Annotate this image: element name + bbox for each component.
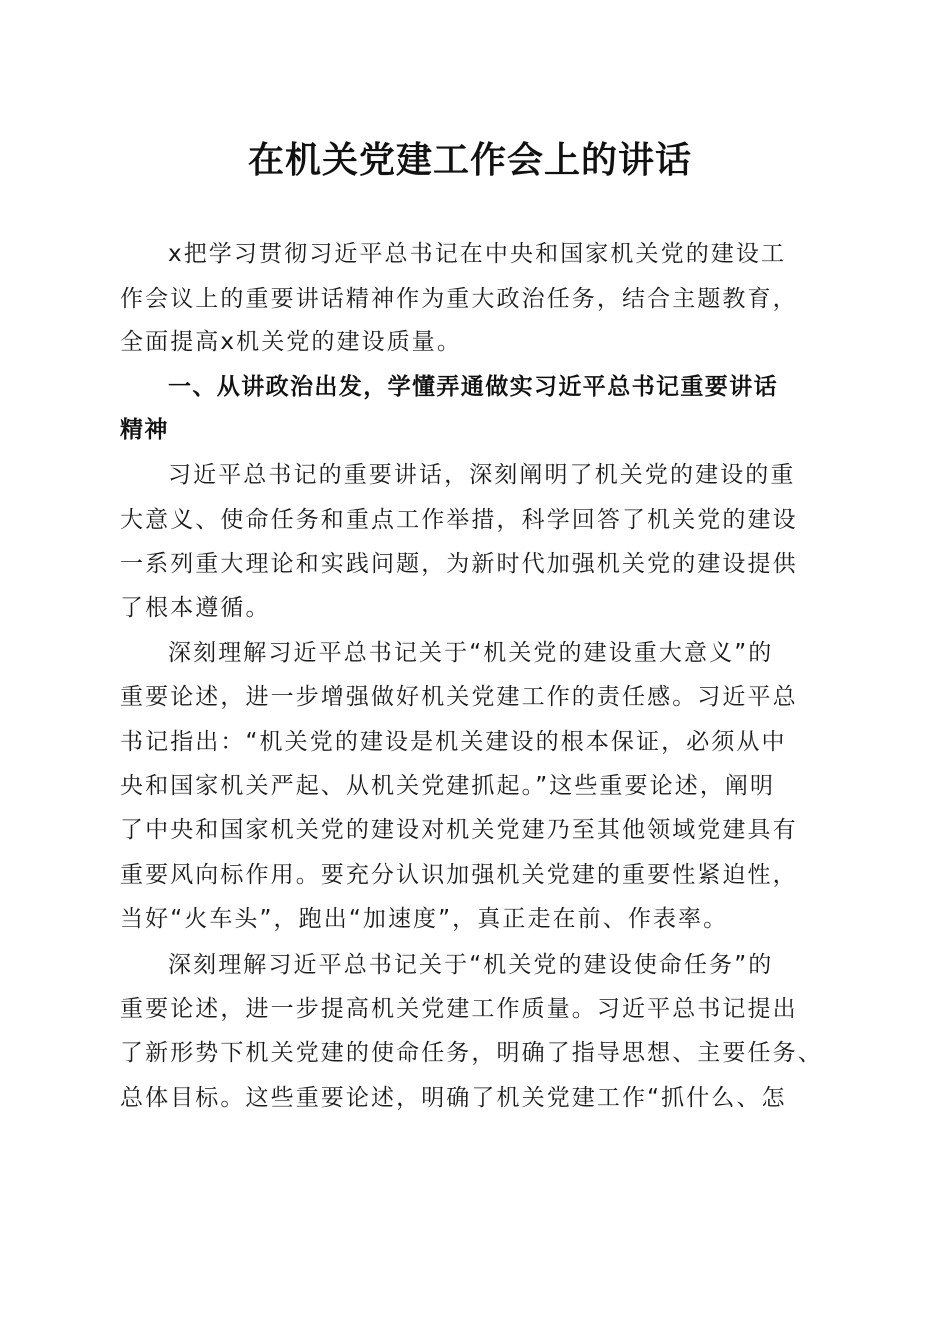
paragraph-line: 大意义、使命任务和重点工作举措，科学回答了机关党的建设 xyxy=(120,507,798,533)
paragraph-line: 重要论述，进一步增强做好机关党建工作的责任感。习近平总 xyxy=(120,684,798,710)
paragraph-line: 重要风向标作用。要充分认识加强机关党建的重要性紧迫性， xyxy=(120,862,798,888)
paragraph-line: 习近平总书记的重要讲话，深刻阐明了机关党的建设的重 xyxy=(168,462,796,488)
paragraph-line: 深刻理解习近平总书记关于“机关党的建设使命任务”的 xyxy=(168,952,774,978)
paragraph-line: 重要论述，进一步提高机关党建工作质量。习近平总书记提出 xyxy=(120,996,798,1022)
paragraph-line: 作会议上的重要讲话精神作为重大政治任务，结合主题教育， xyxy=(120,286,798,312)
paragraph-line: 书记指出：“机关党的建设是机关建设的根本保证，必须从中 xyxy=(120,729,787,755)
section-heading: 精神 xyxy=(120,417,169,443)
document-title: 在机关党建工作会上的讲话 xyxy=(247,139,692,181)
paragraph-line: 一系列重大理论和实践问题，为新时代加强机关党的建设提供 xyxy=(120,551,798,577)
paragraph-line: 央和国家机关严起、从机关党建抓起。”这些重要论述，阐明 xyxy=(120,773,776,799)
paragraph-line: 了根本遵循。 xyxy=(120,595,271,621)
section-heading: 一、从讲政治出发，学懂弄通做实习近平总书记重要讲话 xyxy=(168,374,778,400)
paragraph-line: x把学习贯彻习近平总书记在中央和国家机关党的建设工 xyxy=(168,241,787,267)
paragraph-line: 了新形势下机关党建的使命任务，明确了指导思想、主要任务、 xyxy=(120,1040,823,1066)
paragraph-line: 总体目标。这些重要论述，明确了机关党建工作“抓什么、怎 xyxy=(120,1085,787,1111)
paragraph-line: 全面提高x机关党的建设质量。 xyxy=(120,329,463,355)
paragraph-line: 了中央和国家机关党的建设对机关党建乃至其他领域党建具有 xyxy=(120,817,798,843)
paragraph-line: 当好“火车头”，跑出“加速度”，真正走在前、作表率。 xyxy=(120,906,729,932)
paragraph-line: 深刻理解习近平总书记关于“机关党的建设重大意义”的 xyxy=(168,640,774,666)
